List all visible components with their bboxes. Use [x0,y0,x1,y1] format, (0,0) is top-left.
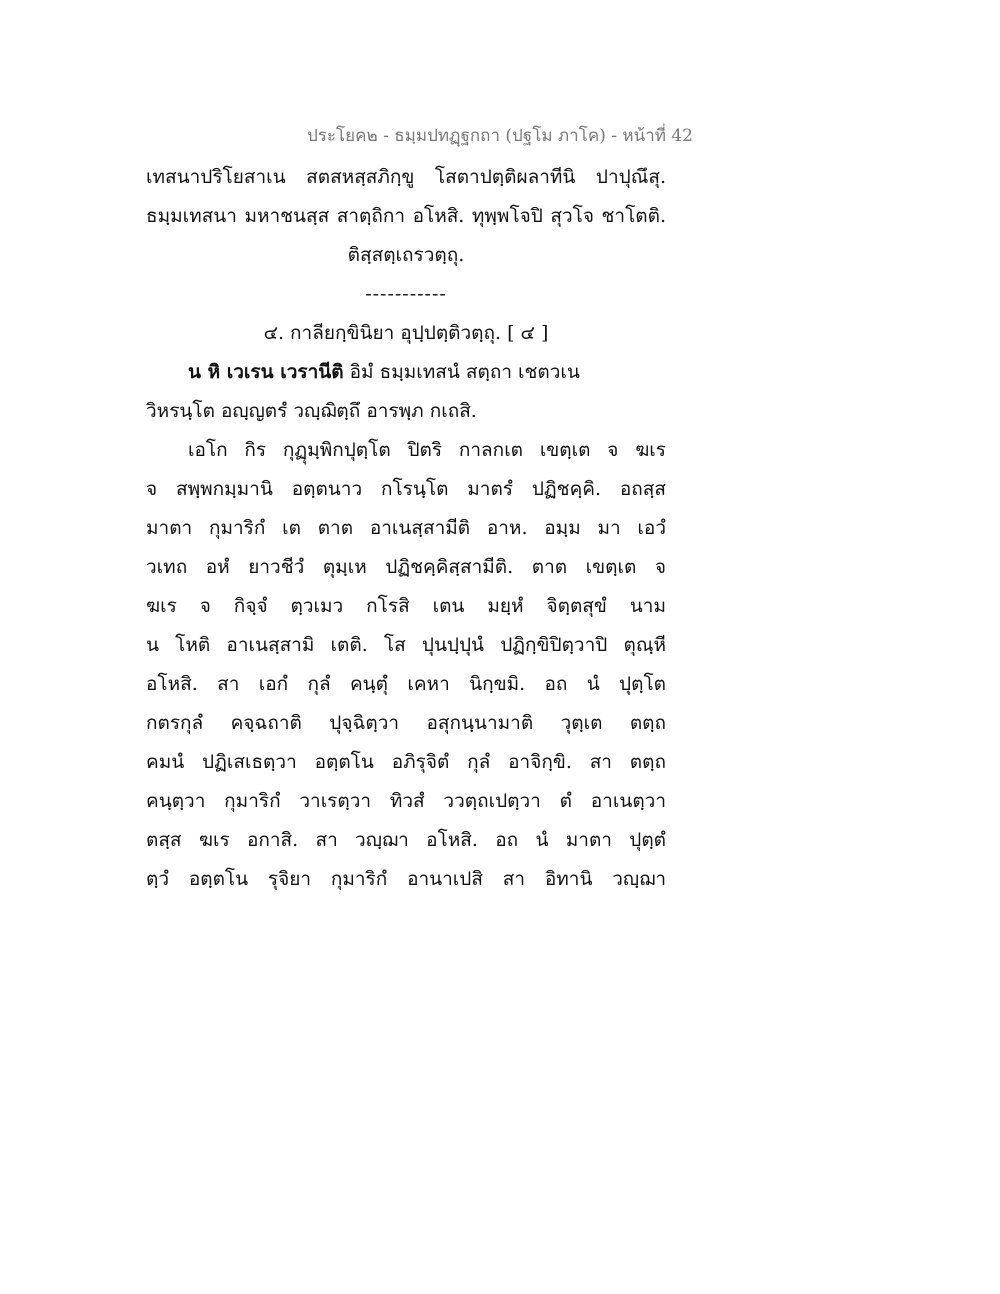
paragraph-line: น โหติ อาเนสฺสามิ เตติ. โส ปุนปฺปุนํ ปฏิกฺขิปิตฺวาปิ ตุณฺหี [146,634,666,656]
paragraph-line: ฆเร จ กิจฺจํ ตฺวเมว กโรสิ เตน มยฺหํ จิตฺตสุขํ นาม [146,595,666,617]
paragraph-line: กตรกุลํ คจฺฉถาติ ปุจฺฉิตฺวา อสุกนฺนามาติ วุตฺเต ตตฺถ [146,712,666,734]
intro-rest: อิมํ ธมฺมเทสนํ สตฺถา เชตวเน [343,361,580,383]
text-line: วิหรนฺโต อญฺญตรํ วญฺฌิตฺถึ อารพฺภ กเถสิ. [146,400,477,422]
paragraph-line: ตฺวํ อตฺตโน รุจิยา กุมาริกํ อานาเปสิ สา อิทานิ วญฺฌา [146,868,666,890]
paragraph-line: ตสฺส ฆเร อกาสิ. สา วญฺฌา อโหสิ. อถ นํ มาตา ปุตฺตํ [146,829,666,851]
section-title: ๔. กาลียกฺขินิยา อุปฺปตฺติวตฺถุ. [ ๔ ] [263,322,549,344]
verse-quote: น หิ เวเรน เวรานีติ [188,361,344,383]
section-divider: ----------- [365,283,447,305]
body-text [146,158,666,899]
story-end-title: ติสฺสตฺเถรวตฺถุ. [347,244,465,266]
page-header: ประโยค๒ - ธมฺมปทฏฺฐกถา (ปฐโม ภาโค) - หน้าที่ 42 [307,126,693,146]
paragraph-line: เอโก กิร กุฏุมฺพิกปุตฺโต ปิตริ กาลกเต เขตฺเต จ ฆเร [188,439,666,461]
intro-line [146,353,666,392]
text-line: ธมฺมเทสนา มหาชนสฺส สาตฺถิกา อโหสิ. ทุพฺพโจปิ สุวโจ ชาโตติ. [146,205,666,227]
paragraph-line: อโหสิ. สา เอกํ กุลํ คนฺตุํ เคหา นิกฺขมิ. อถ นํ ปุตฺโต [146,673,666,695]
paragraph-line: มาตา กุมาริกํ เต ตาต อาเนสฺสามีติ อาห. อมฺม มา เอวํ [146,517,666,539]
paragraph-line: จ สพฺพกมฺมานิ อตฺตนาว กโรนฺโต มาตรํ ปฏิชคฺคิ. อถสฺส [146,478,666,500]
paragraph-line: คมนํ ปฏิเสเธตฺวา อตฺตโน อภิรุจิตํ กุลํ อาจิกฺขิ. สา ตตฺถ [146,751,666,773]
paragraph-line: คนฺตฺวา กุมาริกํ วาเรตฺวา ทิวสํ ววตฺถเปตฺวา ตํ อาเนตฺวา [146,790,666,812]
text-line: เทสนาปริโยสาเน สตสหสฺสภิกฺขู โสตาปตฺติผลาทีนิ ปาปุณึสุ. [146,166,666,188]
paragraph-line: วเทถ อหํ ยาวชีวํ ตุมฺเห ปฏิชคฺคิสฺสามีติ. ตาต เขตฺเต จ [146,556,666,578]
